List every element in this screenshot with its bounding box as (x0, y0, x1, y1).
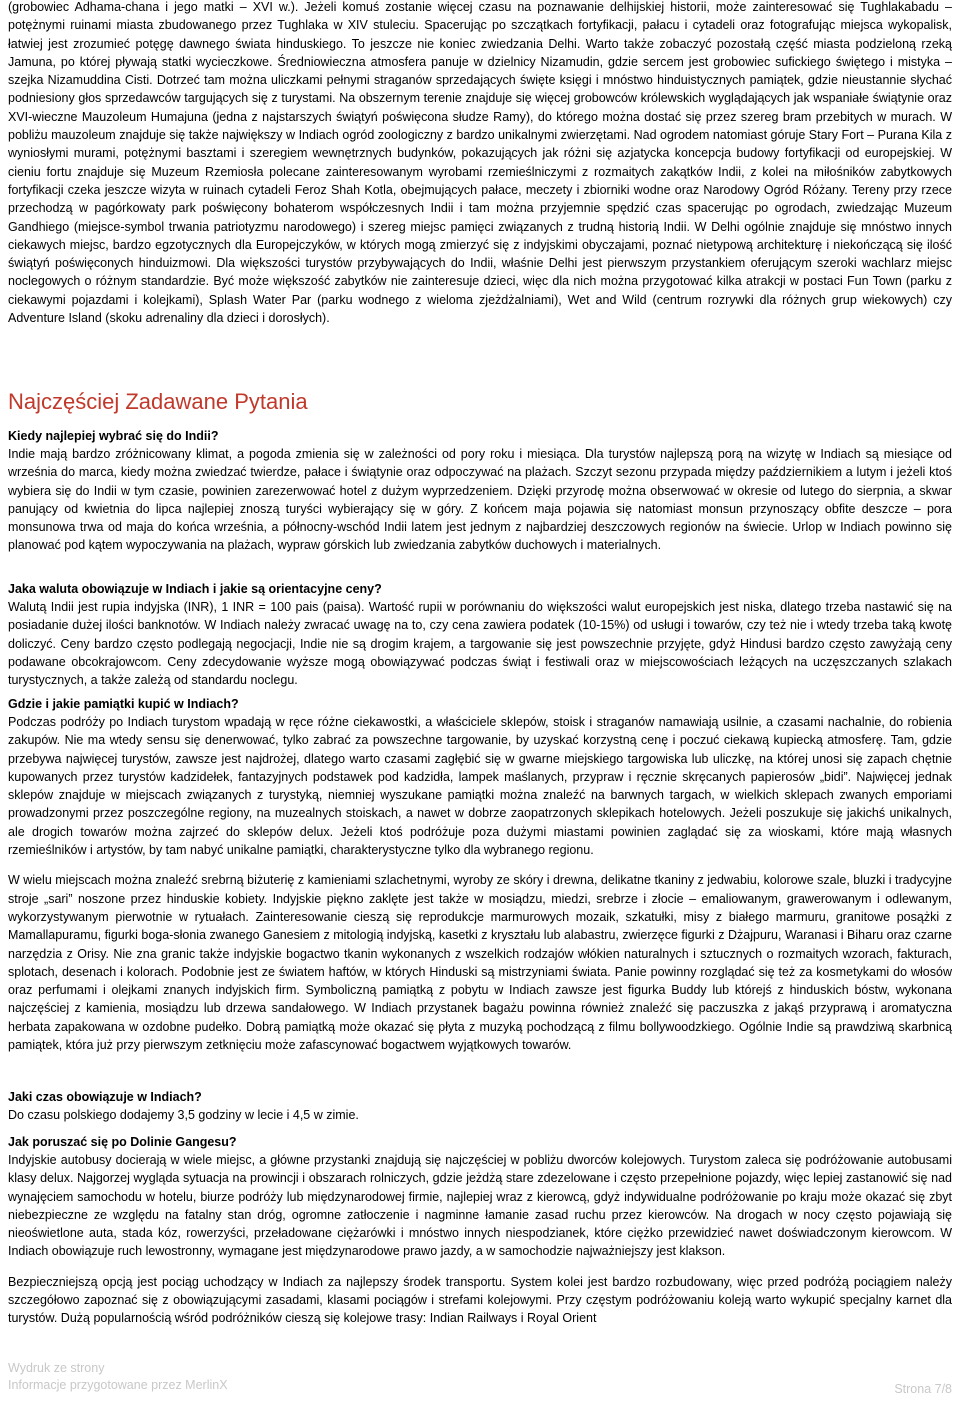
faq-answer: Do czasu polskiego dodajemy 3,5 godziny w lecie i 4,5 w zimie. (8, 1108, 359, 1122)
intro-paragraph: (grobowiec Adhama-chana i jego matki – XVI w.). Jeżeli komuś zostanie więcej czasu na poznawanie delhijskiej historii, może zainteresować się Tughlakabadu – potężnymi ruinami miasta zbudowanego przez Tughlaka w XIV stuleciu. Spacerując po szczątkach fortyfikacji, pałacu i cytadeli oraz fotografując miejsca wykopalisk, łatwiej jest zrozumieć potęgę dawnego świata hinduskiego. To jeszcze nie koniec zwiedzania Delhi. Warto także zobaczyć pozostałą część miasta podzieloną rzeką Jamuna, po której pływają statki wycieczkowe. Średniowieczna atmosfera panuje w dzielnicy Nizamudin, gdzie sercem jest grobowiec sufickiego świętego i mistyka – szejka Nizamuddina Cisti. Dotrzeć tam można uliczkami pełnymi straganów sprzedających święte księgi i mnóstwo hinduistycznych pamiątek, gdzie nieustannie słychać podniesiony głos sprzedawców targujących się z turystami. Na obszernym terenie znajduje się więcej grobowców królewskich wyglądających jak wspaniałe świątynie oraz XVI-wieczne Mauzoleum Humajuna (jedna z najstarszych świątyń poświęcona słudze Ramy), do którego można dostać się przez szereg bram przebitych w murach. W pobliżu mauzoleum znajduje się także największy w Indiach ogród zoologiczny z bardzo unikalnymi zwierzętami. Nad ogrodem natomiast góruje Stary Fort – Purana Kila z wyniosłymi murami, potężnymi basztami i szeregiem wewnętrznych budynków, pokazujących jak różni się azjatycka koncepcja budowy fortyfikacji od europejskiej. W cieniu fortu znajduje się Muzeum Rzemiosła polecane zainteresowanym wyrobami rzemieślniczymi z rozmaitych zakątków Indii, z kolei na miłośników zabytkowych fortyfikacji czeka jeszcze wizyta w ruinach cytadeli Feroz Shah Kotla, obejmujących pałace, meczety i zbiorniki wodne oraz Narodowy Ogród Różany. Tereny przy rzece przechodzą w pagórkowaty park poświęcony bohaterom współczesnych Indii i tam można przyjemnie spędzić czas spacerując po ogrodach, zwiedzając Muzeum Gandhiego (miejsce-symbol trwania patriotyzmu narodowego) i szereg miejsc pamięci związanych z trudną historią Indii. W Delhi ogólnie znajduje się mnóstwo innych ciekawych miejsc, bardzo egzotycznych dla Europejczyków, w których mogą zmierzyć się z indyjskimi obyczajami, poznać nietypową architekturę i niekończącą się ilość świątyń poświęconych hinduizmowi. Dla większości turystów przybywających do Indii, właśnie Delhi jest pierwszym przystankiem oferującym szeroki wachlarz miejsc noclegowych o różnym standardzie. Być może większość zabytków nie zainteresuje dzieci, więc dla nich można przygotować kilka atrakcji w postaci Fun Town (parku z ciekawymi pojazdami i kolejkami), Splash Water Par (parku wodnego z wieloma zjeżdżalniami), Wet and Wild (centrum rozrywki dla różnych grup wiekowych) czy Adventure Island (skoku adrenaliny dla dzieci i dorosłych). (8, 0, 952, 326)
faq-question: Jaka waluta obowiązuje w Indiach i jakie są orientacyjne ceny? (8, 582, 382, 596)
faq-item (8, 1088, 952, 1124)
faq-item (8, 427, 952, 555)
faq-answer: Indyjskie autobusy docierają w wiele miejsc, a główne przystanki znajdują się najczęściej w pobliżu dworców kolejowych. Turystom zaleca się podróżowanie autobusami klasy delux. Najgorzej wygląda sytuacja na prowincji i obszarach rolniczych, gdzie jeżdżą stare zdezelowane i często przepełnione pojazdy, więc lepiej zastanowić się nad wynajęciem samochodu w hotelu, biurze podróży lub międzynarodowej firmie, najlepiej wraz z kierowcą, gdyż indywidualne podróżowanie po kraju może okazać się zbyt niebezpieczne ze względu na fatalny stan dróg, ogromne zatłoczenie i nagminne łamanie zasad ruchu przez kierowców. Na drogach w nocy często pojawiają się nieoświetlone auta, stada kóz, rowerzyści, przeładowane ciężarówki i mnóstwo innych niespodzianek, które ciężko przewidzieć nawet doświadczonym kierowcom. W Indiach obowiązuje ruch lewostronny, wymagane jest międzynarodowe prawo jazdy, a w samochodzie najważniejszy jest klakson. (8, 1153, 952, 1259)
faq-heading: Najczęściej Zadawane Pytania (8, 389, 308, 414)
faq-item (8, 695, 952, 1054)
page-footer (8, 1361, 952, 1401)
faq-answer: Podczas podróży po Indiach turystom wpadają w ręce różne ciekawostki, a właściciele sklepów, stoisk i straganów namawiają usilnie, a czasami nachalnie, do robienia zakupów. Nie ma wtedy sensu się denerwować, tylko zabrać za powszechne targowanie, by uzyskać korzystną cenę i poczuć ciekawą kupiecką atmosferę. Tam, gdzie przebywa najwięcej turystów, zawsze jest najdrożej, dlatego warto czasami zagłębić się w gwarne miejskiego targowiska lub uliczkę, na której unosi się zapach chętnie kupowanych przez turystów kadzidełek, fantazyjnych podstawek pod kadzidła, lampek maślanych, przypraw i ręcznie skręcanych papierosów „bidi”. Najwięcej jednak sklepów znajduje w miejscach związanych z turystyką, niemniej wyszukane pamiątki można znaleźć na barwnych targach, w wielkich sklepach zwanych emporiami prowadzonymi przez poszczególne regiony, na muzealnych stoiskach, a nawet w dobrze zaopatrzonych sklepikach hotelowych. Jeżeli poszukuje się jakichś unikalnych, ale drogich towarów można zajrzeć do sklepów delux. Jeżeli ktoś podróżuje poza dużymi miastami powinien zaglądać się za wioskami, które mają własnych rzemieślników i artystów, by tam nabyć unikalne pamiątki, charakterystyczne tylko dla wybranego regionu. (8, 715, 952, 858)
faq-item (8, 580, 952, 689)
footer-source-label: Informacje przygotowane przez MerlinX (8, 1378, 228, 1392)
faq-question: Gdzie i jakie pamiątki kupić w Indiach? (8, 697, 239, 711)
faq-question: Jak poruszać się po Dolinie Gangesu? (8, 1135, 237, 1149)
faq-answer-continued: W wielu miejscach można znaleźć srebrną biżuterię z kamieniami szlachetnymi, wyroby ze skóry i drewna, delikatne tkaniny z jedwabiu, kolorowe szale, bluzki i tradycyjne stroje „sari” noszone przez hinduskie kobiety. Indyjskie piękno zaklęte jest także w mosiądzu, miedzi, srebrze i złocie – emaliowanym, grawerowanym i odlewanym, wykorzystywanym pierwotnie w rytuałach. Zainteresowanie cieszą się reprodukcje marmurowych mozaik, szkatułki, misy z białego marmuru, granitowe posążki z Mamallapuramu, figurki boga-słonia zwanego Ganesiem z mitologią indyjską, kasetki z kryształu lub alabastru, zwierzęce figurki z Dżajpuru, Waranasi i Biharu oraz czarne narzędzia z Orisy. Nie zna granic także indyjskie bogactwo tkanin wykonanych z wszelkich rodzajów włókien naturalnych i sztucznych o rozmaitych wzorach, fakturach, splotach, desenach i kolorach. Podobnie jest ze światem haftów, w których Hinduski są mistrzyniami świata. Panie powinny rozglądać się też za kosmetykami do włosów oraz perfumami i olejkami znanych indyjskich firm. Symboliczną pamiątką z pobytu w Indiach zawsze jest figurka Buddy lub którejś z hinduskich bóstw, wykonana najczęściej z kamienia, mosiądzu lub drzewa sandałowego. W Indiach przystanek bagażu powinna również znaleźć się paczuszka z jakąś przyprawą i aromatyczna herbata zapakowana w ozdobne pudełko. Dobrą pamiątką może okazać się płyta z muzyką pochodzącą z filmu bollywoodzkiego. Ogólnie Indie są prawdziwą skarbnicą pamiątek, która już przy pierwszym zetknięciu może zafascynować bogactwem wyjątkowych towarów. (8, 873, 952, 1053)
footer-page-number: Strona 7/8 (894, 1382, 952, 1396)
faq-question: Jaki czas obowiązuje w Indiach? (8, 1090, 202, 1104)
footer-print-label: Wydruk ze strony (8, 1361, 105, 1375)
faq-answer-continued: Bezpieczniejszą opcją jest pociąg uchodzący w Indiach za najlepszy środek transportu. System kolei jest bardzo rozbudowany, więc przed podróżą pociągiem należy szczegółowo zapoznać się z obowiązującymi zasadami, klasami pociągów i strefami kolejowymi. Przy częstym podróżowaniu koleją warto wykupić specjalny karnet dla turystów. Dużą popularnością wśród podróżników cieszą się kolejowe trasy: Indian Railways i Royal Orient (8, 1274, 952, 1326)
faq-question: Kiedy najlepiej wybrać się do Indii? (8, 429, 219, 443)
faq-item (8, 1133, 952, 1328)
faq-answer: Walutą Indii jest rupia indyjska (INR), 1 INR = 100 pais (paisa). Wartość rupii w porównaniu do większości walut europejskich jest niska, dlatego trzeba nastawić się na posiadanie dużej ilości banknotów. W Indiach należy zwracać uwagę na to, czy cena zawiera podatek (10-15%) od usługi i towarów, czy też nie i wtedy trzeba taką kwotę doliczyć. Ceny bardzo często podlegają negocjacji, Indie nie są drogim krajem, a targowanie się jest powszechnie przyjęte, gdyż Hindusi bardzo często zawyżają ceny podawane obcokrajowcom. Ceny zdecydowanie wyższe mogą obowiązywać podczas świąt i festiwali oraz w miejscowościach leżących na uczęszczanych szlakach turystycznych, a także zależą od standardu noclegu. (8, 600, 952, 688)
faq-answer: Indie mają bardzo zróżnicowany klimat, a pogoda zmienia się w zależności od pory roku i miesiąca. Dla turystów najlepszą porą na wizytę w Indiach są miesiące od września do marca, kiedy można zwiedzać twierdze, pałace i świątynie oraz odpoczywać na plażach. Szczyt sezonu przypada między październikiem a lutym i jeżeli ktoś wybiera się do Indii w tym czasie, powinien zarezerwować hotel z dużym wyprzedzeniem. Dzięki przyrodę można obserwować w okresie od lutego do sierpnia, a skwar panujący od kwietnia do lipca najlepiej znoszą turyści wybierający się w góry. Z końcem maja pojawia się natomiast monsun przynoszący obfite deszcze – pora monsunowa trwa od maja do końca września, a północny-wschód Indii latem jest jednym z najbardziej deszczowych regionów na świecie. Urlop w Indiach powinno się planować pod kątem wypoczywania na plażach, wypraw górskich lub zwiedzania zabytków duchowych i materialnych. (8, 447, 952, 553)
